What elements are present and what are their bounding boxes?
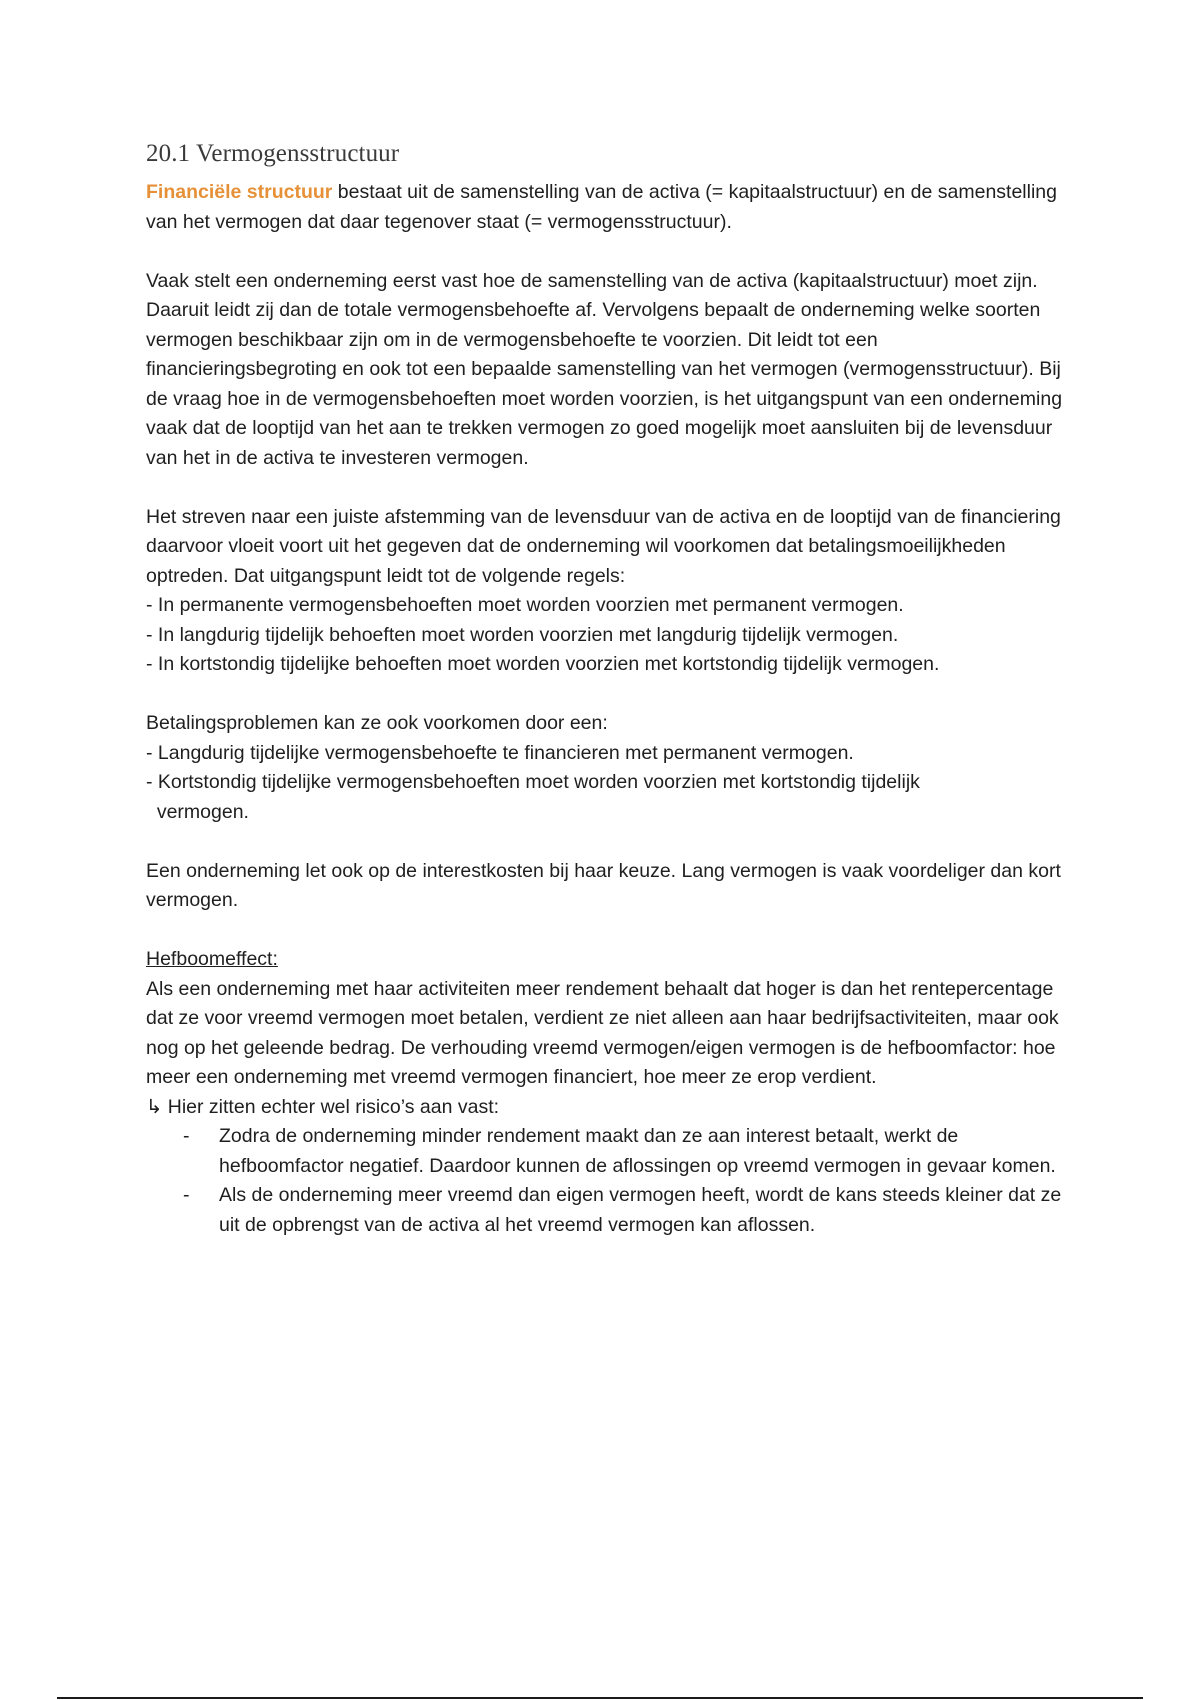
payment-problems-text: Betalingsproblemen kan ze ook voorkomen door een: (146, 712, 608, 734)
list-item (146, 1181, 1066, 1240)
rule-item: - In langdurig tijdelijk behoeften moet worden voorzien met langdurig tijdelijk vermogen. (146, 623, 899, 646)
paragraph-interest: Een onderneming let ook op de interestkosten bij haar keuze. Lang vermogen is vaak voordeliger dan kort vermogen. (146, 859, 1061, 911)
leverage-label: Hefboomeffect: (146, 948, 278, 970)
risk-text: Zodra de onderneming minder rendement maakt dan ze aan interest betaalt, werkt de hefboomfactor negatief. Daardoor kunnen de aflossingen op vreemd vermogen in gevaar komen. (219, 1125, 1056, 1177)
payment-item: - Langdurig tijdelijke vermogensbehoefte te financieren met permanent vermogen. (146, 741, 854, 764)
list-item (146, 1122, 1066, 1181)
payment-item: - Kortstondig tijdelijke vermogensbehoeften moet worden voorzien met kortstondig tijdelijk (146, 771, 920, 793)
risk-list (146, 1122, 1066, 1240)
paragraph-matching (146, 503, 1066, 680)
risk-intro: ↳ Hier zitten echter wel risico’s aan vast: (146, 1095, 500, 1118)
risk-text: Als de onderneming meer vreemd dan eigen vermogen heeft, wordt de kans steeds kleiner dat ze uit de opbrengst van de activa al het vreemd vermogen kan aflossen. (219, 1184, 1062, 1236)
section-heading: 20.1 Vermogensstructuur (146, 140, 400, 167)
leverage-section (146, 945, 1066, 1122)
highlight-term: Financiële structuur (146, 181, 333, 203)
paragraph-capital-structure: Vaak stelt een onderneming eerst vast hoe de samenstelling van de activa (kapitaalstructuur) moet zijn. Daaruit leidt zij dan de totale vermogensbehoefte af. Vervolgens bepaalt de onderneming welke soorten vermogen beschikbaar zijn om in de vermogensbehoefte te voorzien. Dit leidt tot een financieringsbegroting en ook tot een bepaalde samenstelling van het vermogen (vermogensstructuur). Bij de vraag hoe in de vermogensbehoeften moet worden voorzien, is het uitgangspunt van een onderneming vaak dat de looptijd van het aan te trekken vermogen zo goed mogelijk moet aansluiten bij de levensduur van het in de activa te investeren vermogen. (146, 269, 1063, 469)
rule-item: - In kortstondig tijdelijke behoeften moet worden voorzien met kortstondig tijdelijk vermogen. (146, 653, 940, 675)
bullet-dash: - (183, 1184, 190, 1206)
document-page (146, 140, 1066, 1240)
intro-paragraph (146, 178, 1066, 237)
rule-item: - In permanente vermogensbehoeften moet worden voorzien met permanent vermogen. (146, 594, 904, 616)
paragraph-matching-text: Het streven naar een juiste afstemming van de levensduur van de activa en de looptijd van de financiering daarvoor vloeit voort uit het gegeven dat de onderneming wil voorkomen dat betalingsmoeilijkheden optreden. Dat uitgangspunt leidt tot de volgende regels: (146, 505, 1061, 587)
footer-divider (57, 1697, 1143, 1699)
paragraph-payment-problems (146, 709, 1066, 827)
leverage-text: Als een onderneming met haar activiteiten meer rendement behaalt dat hoger is dan het rentepercentage dat ze voor vreemd vermogen moet betalen, verdient ze niet alleen aan haar bedrijfsactiviteiten, maar ook nog op het geleende bedrag. De verhouding vreemd vermogen/eigen vermogen is de hefboomfactor: hoe meer een onderneming met vreemd vermogen financiert, hoe meer ze erop verdient. (146, 977, 1059, 1088)
bullet-dash: - (183, 1125, 190, 1147)
intro-text: bestaat uit de samenstelling van de activa (= kapitaalstructuur) en de samenstelling van het vermogen dat daar tegenover staat (= vermogensstructuur). (146, 181, 1057, 233)
payment-item: vermogen. (146, 800, 249, 823)
